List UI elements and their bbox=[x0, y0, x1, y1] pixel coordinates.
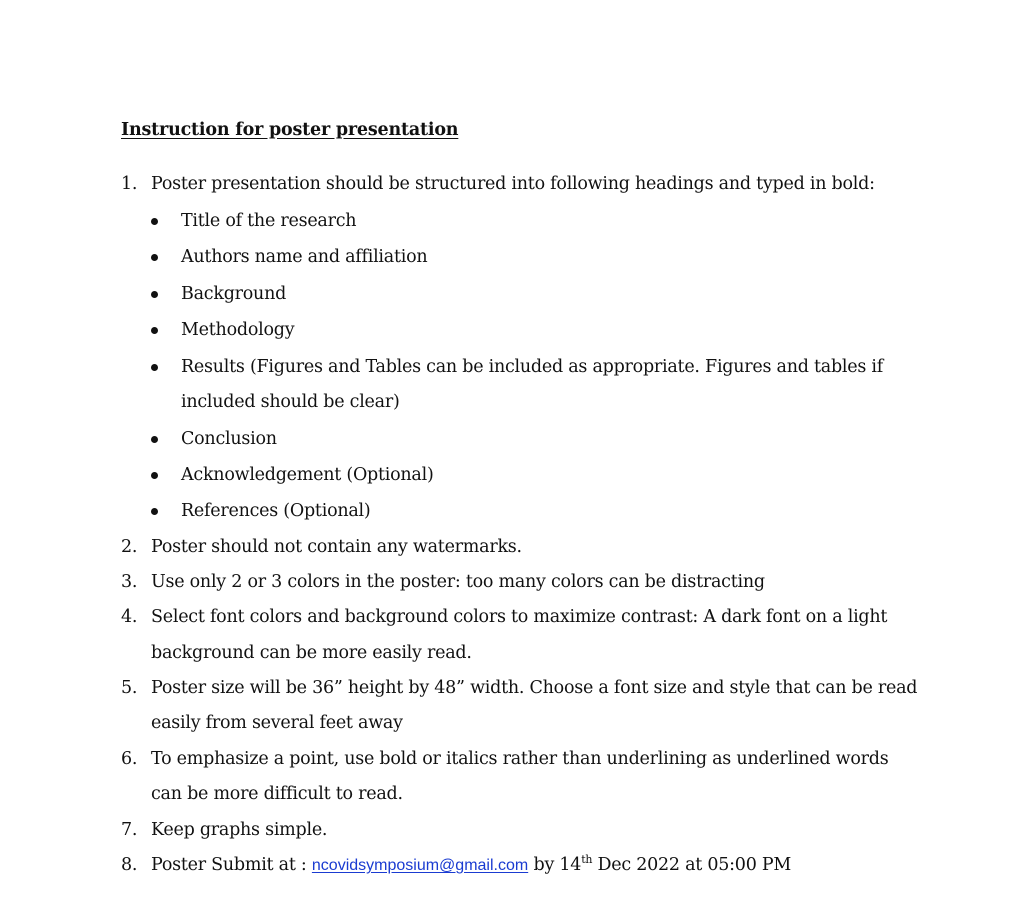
item-number: 2. bbox=[121, 537, 138, 557]
item-text-continued: easily from several feet away bbox=[151, 713, 403, 733]
item-number: 8. bbox=[121, 855, 138, 875]
date-superscript: th bbox=[581, 853, 593, 866]
submission-by: by 14 bbox=[528, 855, 582, 875]
bullet-icon bbox=[151, 218, 158, 225]
bullet-icon bbox=[151, 327, 158, 334]
submission-prefix: Poster Submit at : bbox=[151, 855, 312, 875]
item-text: Poster presentation should be structured into following headings and typed in bold: bbox=[151, 174, 875, 194]
bullet-icon bbox=[151, 508, 158, 515]
item-text: Poster size will be 36” height by 48” width. Choose a font size and style that can be read bbox=[151, 678, 918, 698]
item-number: 6. bbox=[121, 749, 138, 769]
submission-deadline: Dec 2022 at 05:00 PM bbox=[592, 855, 792, 875]
item-text: Poster should not contain any watermarks. bbox=[151, 537, 522, 557]
submission-line bbox=[151, 853, 791, 878]
bullet-text: Acknowledgement (Optional) bbox=[181, 465, 434, 485]
item-text: Select font colors and background colors to maximize contrast: A dark font on a light bbox=[151, 607, 888, 627]
bullet-text: Conclusion bbox=[181, 429, 277, 449]
bullet-icon bbox=[151, 254, 158, 261]
item-number: 1. bbox=[121, 174, 138, 194]
bullet-icon bbox=[151, 436, 158, 443]
bullet-text: Results (Figures and Tables can be included as appropriate. Figures and tables if bbox=[181, 357, 883, 377]
item-text-continued: can be more difficult to read. bbox=[151, 784, 403, 804]
item-text-continued: background can be more easily read. bbox=[151, 643, 472, 663]
item-number: 5. bbox=[121, 678, 138, 698]
bullet-text: Methodology bbox=[181, 320, 295, 340]
page-title: Instruction for poster presentation bbox=[121, 120, 459, 140]
bullet-text: Background bbox=[181, 284, 287, 304]
bullet-text-continued: included should be clear) bbox=[181, 392, 400, 412]
item-text: To emphasize a point, use bold or italics rather than underlining as underlined words bbox=[151, 749, 889, 769]
bullet-text: References (Optional) bbox=[181, 501, 371, 521]
bullet-icon bbox=[151, 291, 158, 298]
email-link[interactable]: ncovidsymposium@gmail.com bbox=[311, 857, 529, 874]
item-number: 7. bbox=[121, 820, 138, 840]
item-number: 4. bbox=[121, 607, 138, 627]
bullet-text: Authors name and affiliation bbox=[181, 247, 428, 267]
item-text: Use only 2 or 3 colors in the poster: too many colors can be distracting bbox=[151, 572, 765, 592]
bullet-text: Title of the research bbox=[181, 211, 357, 231]
bullet-icon bbox=[151, 364, 158, 371]
item-text: Keep graphs simple. bbox=[151, 820, 328, 840]
item-number: 3. bbox=[121, 572, 138, 592]
bullet-icon bbox=[151, 472, 158, 479]
